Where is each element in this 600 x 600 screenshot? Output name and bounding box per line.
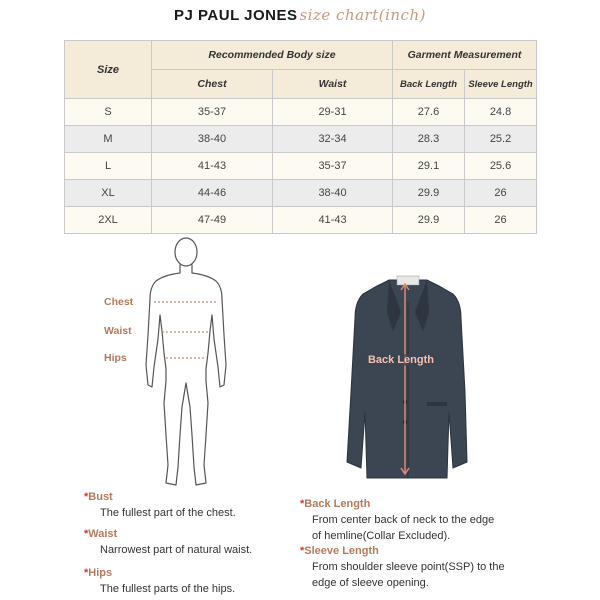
body-outline-figure (130, 235, 260, 497)
sleeve-length-definition (300, 544, 505, 592)
bust-star: * (84, 491, 89, 503)
table-row (65, 153, 537, 180)
chest-cell: 47-49 (152, 207, 273, 234)
waist-cell: 32-34 (273, 126, 393, 153)
hips-star: * (84, 567, 89, 579)
sleeve-length-description-line1: From shoulder sleeve point(SSP) to the (312, 560, 505, 573)
hips-label: Hips (104, 352, 127, 364)
back-length-label: Back Length (362, 354, 440, 366)
waist-term: Waist (88, 528, 118, 540)
back-length-cell: 28.3 (393, 126, 465, 153)
table-header-row (65, 41, 537, 70)
sleeve-length-cell: 26 (465, 207, 537, 234)
brand-name: PJ PAUL JONES (174, 7, 298, 24)
sleeve-length-cell: 26 (465, 180, 537, 207)
table-row (65, 99, 537, 126)
back-length-definition (300, 497, 494, 545)
table-row (65, 126, 537, 153)
chest-label: Chest (104, 296, 134, 308)
waist-label: Waist (104, 325, 132, 337)
back-length-cell: 29.9 (393, 180, 465, 207)
back-length-cell: 29.9 (393, 207, 465, 234)
back-length-term: Back Length (304, 498, 371, 510)
size-column-header: Size (65, 41, 152, 99)
bust-definition (84, 490, 236, 522)
back-length-description-line2: of hemline(Collar Excluded). (312, 529, 451, 542)
back-length-description-line1: From center back of neck to the edge (312, 513, 495, 526)
sleeve-length-cell: 25.6 (465, 153, 537, 180)
size-cell: L (65, 153, 152, 180)
size-cell: 2XL (65, 207, 152, 234)
body-size-group-header: Recommended Body size (152, 41, 393, 70)
chest-cell: 35-37 (152, 99, 273, 126)
sleeve-length-column-header: Sleeve Length (465, 70, 537, 99)
waist-cell: 41-43 (273, 207, 393, 234)
chest-cell: 41-43 (152, 153, 273, 180)
back-length-star: * (300, 498, 305, 510)
size-cell: S (65, 99, 152, 126)
bust-term: Bust (88, 491, 113, 503)
chest-column-header: Chest (152, 70, 273, 99)
waist-cell: 35-37 (273, 153, 393, 180)
size-table (64, 40, 537, 234)
bust-description: The fullest part of the chest. (100, 506, 236, 519)
back-length-cell: 29.1 (393, 153, 465, 180)
waist-cell: 38-40 (273, 180, 393, 207)
garment-group-header: Garment Measurement (393, 41, 537, 70)
waist-cell: 29-31 (273, 99, 393, 126)
collar-tag (397, 276, 419, 285)
table-row (65, 180, 537, 207)
waist-star: * (84, 528, 89, 540)
hips-term: Hips (88, 567, 113, 579)
waist-column-header: Waist (273, 70, 393, 99)
table-row (65, 207, 537, 234)
size-cell: XL (65, 180, 152, 207)
back-length-cell: 27.6 (393, 99, 465, 126)
waist-definition (84, 527, 252, 559)
pocket-flap (427, 402, 447, 406)
chest-cell: 44-46 (152, 180, 273, 207)
chest-cell: 38-40 (152, 126, 273, 153)
body-outline (146, 265, 226, 485)
sleeve-length-star: * (300, 545, 305, 557)
page-title (0, 6, 600, 24)
sleeve-length-cell: 25.2 (465, 126, 537, 153)
sleeve-length-term: Sleeve Length (304, 545, 379, 557)
head-outline (175, 238, 197, 266)
chart-subtitle: size chart(inch) (299, 6, 426, 24)
sleeve-length-cell: 24.8 (465, 99, 537, 126)
jacket-illustration (343, 272, 473, 484)
sleeve-length-description-line2: edge of sleeve opening. (312, 576, 429, 589)
jacket-body (347, 280, 467, 478)
hips-definition (84, 566, 235, 598)
back-length-column-header: Back Length (393, 70, 465, 99)
waist-description: Narrowest part of natural waist. (100, 543, 253, 556)
size-cell: M (65, 126, 152, 153)
hips-description: The fullest parts of the hips. (100, 582, 236, 595)
